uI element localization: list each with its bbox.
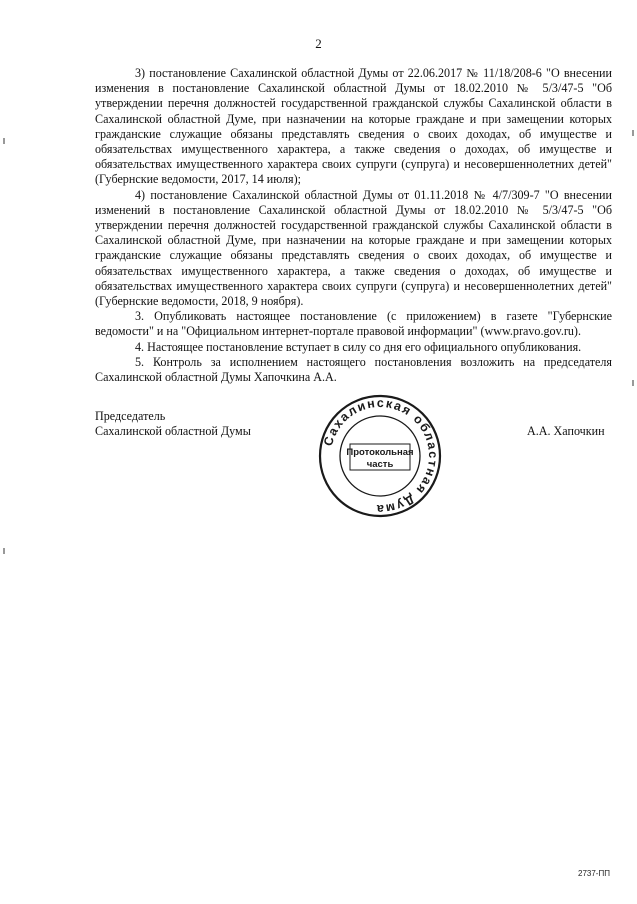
paragraph: 4. Настоящее постановление вступает в силу со дня его официального опубликования. [135, 339, 582, 354]
signatory-name: А.А. Хапочкин [527, 424, 605, 438]
signatory-title [95, 409, 251, 439]
paragraph: 5. Контроль за исполнением настоящего постановления возложить на председателя Сахалинской областной Думы Хапочкина А.А. [95, 354, 612, 385]
page-number: 2 [315, 36, 322, 51]
paragraph: 3. Опубликовать настоящее постановление (с приложением) в газете "Губернские ведомости" и на "Официальном интернет-портале правовой информации" (www.pravo.gov.ru). [95, 309, 612, 339]
official-seal-stamp [318, 394, 442, 518]
paragraph: 3) постановление Сахалинской областной Думы от 22.06.2017 № 11/18/208-6 "О внесении изменения в постановление Сахалинской областной Думы от 18.02.2010 № 5/3/47-5 "Об утверждении перечня должностей государственной гражданской службы Сахалинской области в Сахалинской областной Думе, при назначении на которые граждане и при замещении которых гражданские служащие обязаны представлять сведения о своих доходах, об имуществе и обязательствах имущественного характера, а также сведения о доходах, об имуществе и обязательствах имущественного характера своих супруги (супруга) и несовершеннолетних детей" (Губернские ведомости, 2017, 14 июля); [95, 66, 612, 187]
document-code: 2737-ПП [578, 869, 610, 878]
document-body [95, 66, 612, 385]
paragraph: 4) постановление Сахалинской областной Думы от 01.11.2018 № 4/7/309-7 "О внесении изменений в постановление Сахалинской областной Думы от 18.02.2010 № 5/3/47-5 "Об утверждении перечня должностей государственной гражданской службы Сахалинской области в Сахалинской областной Думе, при назначении на которые граждане и при замещении которых гражданские служащие обязаны представлять сведения о своих доходах, об имуществе и обязательствах имущественного характера, а также сведения о доходах, об имуществе и обязательствах имущественного характера своих супруги (супруга) и несовершеннолетних детей" (Губернские ведомости, 2018, 9 ноября). [95, 187, 612, 309]
scan-mark [3, 548, 5, 554]
signatory-title-line1: Председатель [95, 409, 166, 423]
svg-text:Протокольная: Протокольная [346, 447, 414, 458]
signatory-title-line2: Сахалинской областной Думы [95, 424, 251, 439]
svg-text:Сахалинская областная Дума: Сахалинская областная Дума [321, 395, 441, 517]
scan-mark [3, 138, 5, 144]
scan-mark [632, 130, 634, 136]
scan-mark [632, 380, 634, 386]
svg-text:часть: часть [366, 459, 394, 470]
